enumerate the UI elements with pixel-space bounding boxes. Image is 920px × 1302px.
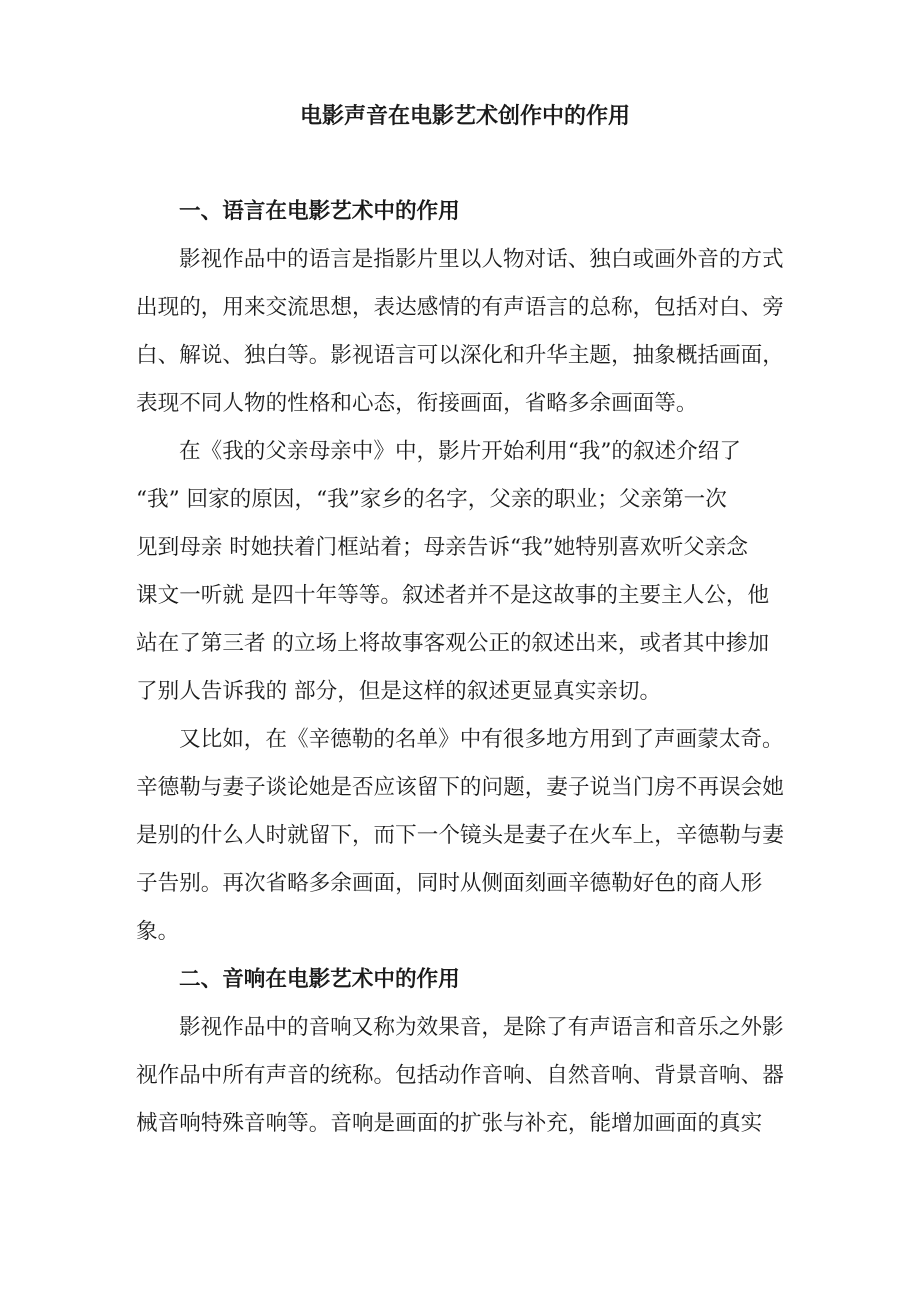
paragraph (136, 716, 796, 956)
paragraph (136, 428, 796, 716)
text-line: 课文一听就 是四十年等等。叙述者并不是这故事的主要主人公，他 (136, 583, 770, 608)
paragraph (136, 236, 796, 428)
text-line: 影视作品中的音响又称为效果音，是除了有声语言和音乐之外影 (179, 1015, 784, 1040)
text-line: 械音响特殊音响等。音响是画面的扩张与补充，能增加画面的真实 (136, 1111, 763, 1136)
text-line: 又比如，在《辛德勒的名单》中有很多地方用到了声画蒙太奇。 (179, 727, 784, 752)
text-line: 表现不同人物的性格和心态，衔接画面，省略多余画面等。 (136, 391, 698, 416)
text-line: 辛德勒与妻子谈论她是否应该留下的问题，妻子说当门房不再误会她 (136, 775, 784, 800)
text-line: 是别的什么人时就留下，而下一个镜头是妻子在火车上，辛德勒与妻 (136, 823, 784, 848)
text-line: 了别人告诉我的 部分，但是这样的叙述更显真实亲切。 (136, 679, 662, 704)
text-line: 白、解说、独白等。影视语言可以深化和升华主题，抽象概括画面， (136, 343, 784, 368)
text-line: 出现的，用来交流思想，表达感情的有声语言的总称，包括对白、旁 (136, 295, 784, 320)
text-line: 一、语言在电影艺术中的作用 (179, 199, 460, 224)
text-line: “我” 回家的原因，“我”家乡的名字，父亲的职业；父亲第一次 (136, 487, 727, 512)
text-line: 子告别。再次省略多余画面，同时从侧面刻画辛德勒好色的商人形 (136, 871, 763, 896)
text-line: 站在了第三者 的立场上将故事客观公正的叙述出来，或者其中掺加 (136, 631, 770, 656)
text-line: 视作品中所有声音的统称。包括动作音响、自然音响、背景音响、器 (136, 1063, 784, 1088)
text-line: 影视作品中的语言是指影片里以人物对话、独白或画外音的方式 (179, 247, 784, 272)
section-heading (136, 188, 796, 236)
text-line: 象。 (136, 919, 180, 944)
document-body (136, 188, 796, 1148)
document-title: 电影声音在电影艺术创作中的作用 (299, 103, 630, 129)
text-line: 见到母亲 时她扶着门框站着；母亲告诉“我”她特别喜欢听父亲念 (136, 535, 748, 560)
section-heading (136, 956, 796, 1004)
text-line: 二、音响在电影艺术中的作用 (179, 967, 460, 992)
paragraph (136, 1004, 796, 1148)
text-line: 在《我的父亲母亲中》中，影片开始利用“我”的叙述介绍了 (179, 439, 741, 464)
